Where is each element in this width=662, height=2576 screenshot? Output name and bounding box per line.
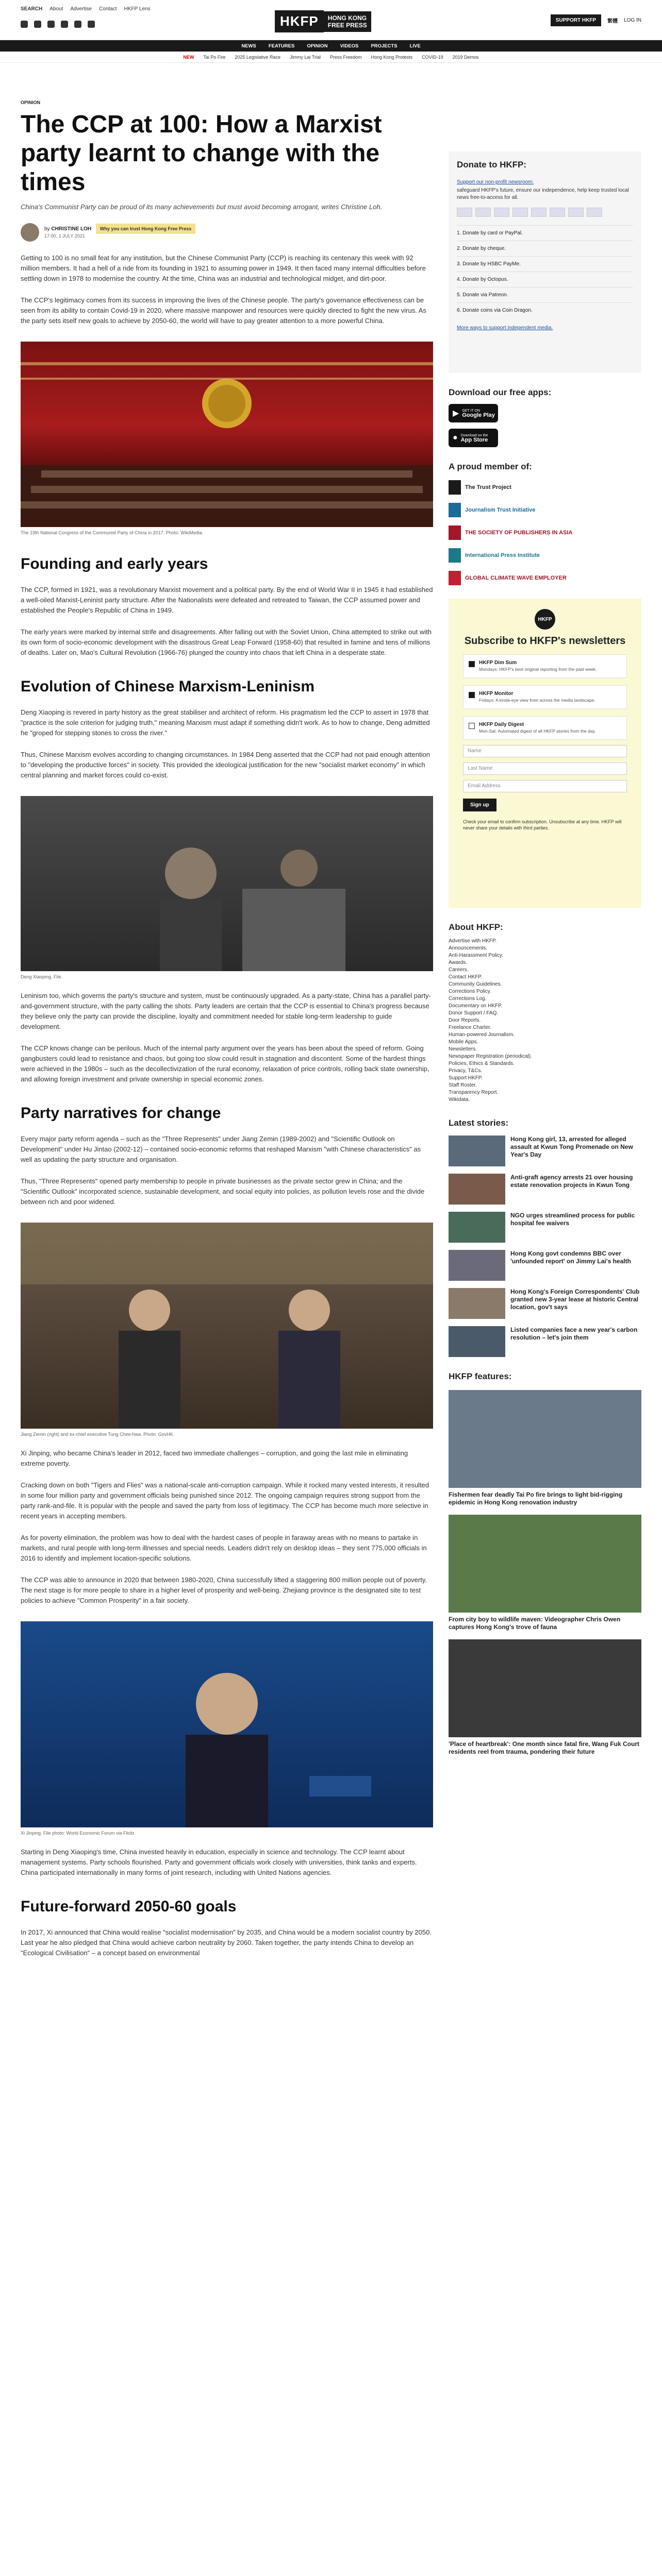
about-item[interactable]: Contact HKFP.: [449, 974, 483, 980]
latest-story[interactable]: Hong Kong's Foreign Correspondents' Club granted new 3-year lease at historic Central location, gov't says: [449, 1288, 641, 1319]
about-item[interactable]: Announcements.: [449, 945, 488, 951]
member-ipi[interactable]: International Press Institute: [449, 548, 641, 563]
about-item[interactable]: Human-powered Journalism.: [449, 1032, 515, 1038]
story-thumbnail: [449, 1174, 505, 1205]
apps-title: Download our free apps:: [449, 387, 552, 397]
hkfp-logo[interactable]: [275, 10, 371, 32]
latest-story[interactable]: Hong Kong govt condemns BBC over 'unfounded report' on Jimmy Lai's health: [449, 1250, 641, 1281]
more-support-link[interactable]: More ways to support independent media.: [457, 325, 553, 331]
paragraph: Cracking down on both "Tigers and Flies" was a national-scale anti-corruption campaign. While it rocked many vested interests, it resulted in some four million party and government officials being punished since 2012. The ongoing campaign requires strong support from the party rank-and-file. It is popular with the people and saved the party from loss of legitimacy. The CCP has become much more selective in recent years in accepting members.: [21, 1481, 429, 1520]
sopa-logo: [449, 526, 461, 540]
about-item[interactable]: Corrections Policy.: [449, 989, 491, 994]
section-heading: Evolution of Chinese Marxism-Leninism: [21, 678, 315, 695]
paragraph: The CCP was able to announce in 2020 that between 1980-2020, China successfully lifted a staggering 800 million people out of poverty. The next stage is for more people to share in a higher level of prosperity and well-being. Zhejiang province is the designated site to test policies to achieve "Common Prosperity" in a fair society.: [21, 1576, 427, 1604]
new-label: NEW: [183, 54, 194, 60]
xi-image: [21, 1621, 433, 1827]
payment-icons: [457, 208, 633, 217]
donate-box: [449, 151, 641, 373]
google-play-icon: ▶: [453, 409, 459, 418]
trust-button[interactable]: Why you can trust Hong Kong Free Press: [96, 224, 196, 234]
latest-story[interactable]: Hong Kong girl, 13, arrested for alleged assault at Kwun Tong Promenade on New Year's Day: [449, 1136, 641, 1166]
amex-icon: [494, 208, 509, 217]
feature-image: [449, 1390, 641, 1488]
congress-illustration: [21, 342, 433, 527]
about-item[interactable]: Staff Roster.: [449, 1082, 477, 1088]
section-heading: Founding and early years: [21, 555, 208, 572]
donate-option[interactable]: 6. Donate coins via Coin Dragon.: [457, 302, 633, 318]
feature-story[interactable]: 'Place of heartbreak': One month since fatal fire, Wang Fuk Court residents reel from trauma, pondering their future: [449, 1639, 641, 1756]
support-button[interactable]: SUPPORT HKFP: [551, 14, 601, 26]
author-line: by CHRISTINE LOH Why you can trust Hong Kong Free Press: [44, 226, 195, 232]
subnav-item[interactable]: Press Freedom: [329, 54, 362, 60]
paragraph: The CCP, formed in 1921, was a revolutionary Marxist movement and a political party. By the end of World War II in 1945 it had established a well-oiled Marxist-Leninist party structure. After the Nationalists were defeated and retreated to Taiwan, the CCP assumed power and established the People's Republic of China in 1949.: [21, 586, 433, 614]
paragraph: Every major party reform agenda – such as the "Three Represents" under Jiang Zemin (1989-2002) and "Scientific Outlook on Development" under Hu Jintao (2002-12) – contained socio-economic reforms that reshaped Marxism "with Chinese characteristics" as well as updating the party structure and organisation.: [21, 1135, 421, 1163]
feature-image: [449, 1639, 641, 1737]
about-item[interactable]: Wikidata.: [449, 1097, 470, 1103]
newsletter-title: Subscribe to HKFP's newsletters: [464, 635, 626, 647]
jiang-image: [21, 1223, 433, 1429]
about-item[interactable]: Freelance Charter.: [449, 1025, 491, 1030]
google-pay-icon: [587, 208, 602, 217]
member-title: A proud member of:: [449, 462, 532, 471]
article-subtitle: China's Communist Party can be proud of its many achievements but must avoid becoming arrogant, writes Christine Loh.: [21, 203, 383, 211]
figure-caption: Xi Jinping. File photo: World Economic Forum via Flickr.: [21, 1831, 136, 1836]
top-links: [21, 6, 150, 12]
google-play-button[interactable]: ▶ GET IT ON Google Play: [449, 404, 498, 422]
member-sopa[interactable]: THE SOCIETY OF PUBLISHERS IN ASIA: [449, 526, 641, 540]
about-item[interactable]: Corrections Log.: [449, 996, 487, 1002]
about-item[interactable]: Documentary on HKFP.: [449, 1003, 503, 1009]
about-link[interactable]: About: [49, 6, 63, 12]
newsletter-option[interactable]: HKFP Daily Digest Mon-Sat: Automated digest of all HKFP stories from the day.: [463, 716, 627, 740]
paragraph: Thus, Chinese Marxism evolves according to changing circumstances. In 1984 Deng asserted that the CCP had not paid enough attention to "developing the productive forces" in society. This provided the ideological justification for the new "socialist market economy" in which central planning and market forces could co-exist.: [21, 751, 430, 779]
about-item[interactable]: Newsletters.: [449, 1046, 477, 1052]
story-thumbnail: [449, 1326, 505, 1357]
section-heading: Future-forward 2050-60 goals: [21, 1898, 237, 1915]
donate-title: Donate to HKFP:: [457, 160, 527, 170]
donate-option[interactable]: 5. Donate via Patreon.: [457, 287, 633, 302]
paragraph: The CCP knows change can be perilous. Much of the internal party argument over the years has been about the speed of reform. Going gangbusters could lead to resistance and chaos, but going too slow could result in stagnation and discontent. Some of the hardest things were achieved in the 1980s – such as the decollectivization of the rural economy, relaxation of price controls, rolling back state ownership, and allowing foreign investment and private ownership in special economic zones.: [21, 1044, 429, 1083]
search-link[interactable]: SEARCH: [21, 6, 43, 12]
about-item[interactable]: Mobile Apps.: [449, 1039, 478, 1045]
rss-icon[interactable]: [88, 21, 95, 28]
name-field[interactable]: Name: [463, 745, 627, 757]
figure-congress: [21, 342, 433, 535]
sidebar: [449, 63, 641, 1756]
last-name-field[interactable]: Last Name: [463, 762, 627, 775]
x-icon[interactable]: [34, 21, 41, 28]
paragraph: Thus, "Three Represents" opened party membership to people in private businesses as the private sector grew in China; and the "Scientific Outlook" incorporated science, sustainable development, and social equity into policies, as pollution levels rose and the divide between rich and poor widened.: [21, 1177, 425, 1206]
apple-pay-icon: [568, 208, 584, 217]
email-field[interactable]: Email Address: [463, 780, 627, 792]
xi-illustration: [21, 1621, 433, 1827]
paragraph: Deng Xiaoping is revered in party history as the great stabiliser and architect of reform. His pragmatism led the CCP to assert in 1978 that "practice is the sole criterion for judging truth," meaning Marxism must adapt if something didn't work. As to how to change, Deng admitted he "groped for stepping stones to cross the river.": [21, 708, 430, 737]
trust-project-logo: [449, 480, 461, 495]
figure-jiang: [21, 1223, 433, 1437]
octopus-icon: [550, 208, 565, 217]
mastercard-icon: [457, 208, 472, 217]
subnav-item[interactable]: Jimmy Lai Trial: [289, 54, 321, 60]
latest-story[interactable]: Listed companies face a new year's carbon resolution – let's join them: [449, 1326, 641, 1357]
member-trust-project[interactable]: The Trust Project: [449, 480, 641, 495]
checkbox[interactable]: [469, 692, 475, 698]
about-item[interactable]: Support HKFP.: [449, 1075, 483, 1081]
about-item[interactable]: Advertise with HKFP.: [449, 938, 497, 944]
signup-button[interactable]: Sign up: [463, 799, 496, 811]
about-title: About HKFP:: [449, 922, 503, 932]
story-thumbnail: [449, 1250, 505, 1281]
congress-image: [21, 342, 433, 527]
paragraph: In 2017, Xi announced that China would realise "socialist modernisation" by 2035, and China would be a modern socialist country by 2050. Last year he also pledged that China would achieve carbon neutrality by 2060. Taken together, the party intends China to develop an "Ecological Civilisation" – a concept based on environmental: [21, 1928, 432, 1957]
climate-logo: [449, 571, 461, 585]
paypal-icon: [512, 208, 528, 217]
newsletter-note: Check your email to confirm subscription. Unsubscribe at any time. HKFP will never share your details with third parties.: [463, 819, 622, 831]
newsletter-option[interactable]: HKFP Monitor Fridays: A kinda-eye view from across the media landscape.: [463, 685, 627, 709]
subnav-item[interactable]: Hong Kong Protests: [371, 54, 413, 60]
about-item[interactable]: Anti-Harassment Policy.: [449, 953, 503, 958]
checkbox[interactable]: [469, 661, 475, 667]
article: [21, 63, 433, 1958]
deng-illustration: [21, 796, 433, 971]
logo-mark: HKFP: [275, 10, 324, 32]
facebook-icon[interactable]: [21, 21, 28, 28]
newsletter-box: [449, 599, 641, 908]
subnav-item[interactable]: COVID-19: [422, 54, 443, 60]
donate-options: [457, 225, 633, 318]
top-right: [551, 14, 641, 26]
feature-story[interactable]: From city boy to wildlife maven: Videographer Chris Owen captures Hong Kong's trove of fauna: [449, 1515, 641, 1631]
features-title: HKFP features:: [449, 1371, 512, 1381]
feature-image: [449, 1515, 641, 1613]
paragraph: The CCP's legitimacy comes from its success in improving the lives of the Chinese people. The party's governance effectiveness can be seen from its ability to contain Covid-19 in 2020, where massive manpower and resources were quickly directed to fight the new virus. As the party sets itself new goals to achieve by 2050-60, the world will have to pay greater attention to a more powerful China.: [21, 296, 426, 325]
about-item[interactable]: Community Guidelines.: [449, 981, 502, 987]
figure-deng: [21, 796, 433, 979]
social-icons: [21, 21, 95, 28]
about-list: [449, 938, 641, 1104]
donate-link[interactable]: Support our non-profit newsroom:: [457, 179, 534, 185]
member-jti[interactable]: Journalism Trust Initiative: [449, 503, 641, 517]
member-climate[interactable]: GLOBAL CLIMATE WAVE EMPLOYER: [449, 571, 641, 585]
contact-link[interactable]: Contact: [99, 6, 117, 12]
figure-caption: Jiang Zemin (right) and ex-chief executive Tung Chee-hwa. Photo: GovHK.: [21, 1432, 175, 1437]
newsletter-option[interactable]: HKFP Dim Sum Mondays: HKFP's best original reporting from the past week.: [463, 654, 627, 678]
newsletter-logo: HKFP: [535, 609, 555, 630]
feature-story[interactable]: Fishermen fear deadly Tai Po fire brings to light bid-rigging epidemic in Hong Kong renovation industry: [449, 1390, 641, 1506]
subnav-item[interactable]: Tai Po Fire: [203, 54, 226, 60]
about-item[interactable]: Donor Support / FAQ.: [449, 1010, 499, 1016]
section-heading: Party narratives for change: [21, 1105, 221, 1122]
apple-icon: ●: [453, 433, 458, 442]
donate-option[interactable]: 1. Donate by card or PayPal.: [457, 225, 633, 241]
about-item[interactable]: Policies, Ethics & Standards.: [449, 1061, 515, 1066]
language-toggle[interactable]: 繁體: [607, 19, 618, 24]
deng-image: [21, 796, 433, 971]
paragraph: As for poverty elimination, the problem was how to deal with the hardest cases of people in faraway areas with no means to partake in markets, and rural people with long-term illnesses and special needs. Leaders didn't rely on desktop ideas – they sent 775,000 officials in 2016 to identify and implement location-specific solutions.: [21, 1534, 427, 1562]
visa-icon: [475, 208, 491, 217]
story-thumbnail: [449, 1288, 505, 1319]
donate-option[interactable]: 3. Donate by HSBC PayMe.: [457, 256, 633, 272]
nav-opinion[interactable]: OPINION: [307, 43, 328, 49]
paragraph: The early years were marked by internal strife and disagreements. After falling out with the Soviet Union, China attempted to strike out with its own form of socio-economic development with the disastrous Great Leap Forward (1958-60) that resulted in famine and tens of millions of deaths. Later on, Mao's Cultural Revolution (1966-76) plunged the country into chaos that left China in a desperate state.: [21, 628, 432, 656]
telegram-icon[interactable]: [74, 21, 81, 28]
sub-nav: [0, 52, 662, 63]
figure-caption: The 19th National Congress of the Communist Party of China in 2017. Photo: WikiMedia.: [21, 530, 204, 535]
payme-icon: [531, 208, 547, 217]
latest-story[interactable]: Anti-graft agency arrests 21 over housing estate renovation projects in Kwun Tong: [449, 1174, 641, 1205]
latest-title: Latest stories:: [449, 1118, 509, 1128]
about-item[interactable]: Transparency Report.: [449, 1090, 499, 1095]
youtube-icon[interactable]: [61, 21, 68, 28]
latest-story[interactable]: NGO urges streamlined process for public hospital fee waivers: [449, 1212, 641, 1243]
figure-xi: [21, 1621, 433, 1836]
about-item[interactable]: Privacy, T&Cs.: [449, 1068, 483, 1074]
top-bar: [0, 0, 662, 40]
figure-caption: Deng Xiaoping. File.: [21, 974, 63, 979]
ipi-logo: [449, 548, 461, 563]
publish-date: 17:00, 1 JULY 2021: [44, 233, 85, 239]
instagram-icon[interactable]: [47, 21, 55, 28]
nav-videos[interactable]: VIDEOS: [340, 43, 359, 49]
about-item[interactable]: Newspaper Registration (periodical).: [449, 1054, 532, 1059]
lens-link[interactable]: HKFP Lens: [124, 6, 151, 12]
jiang-illustration: [21, 1223, 433, 1429]
jti-logo: [449, 503, 461, 517]
logo-name: HONG KONG FREE PRESS: [324, 11, 371, 32]
avatar: [21, 223, 39, 242]
paragraph: Getting to 100 is no small feat for any institution, but the Chinese Communist Party (CCP) is reaching its centenary this week with 92 million members. It had a hell of a ride from its founding in 1921 to assuming power in 1949. It then faced many internal difficulties before settling down in 1978 to modernise the country. At the time, China was an industrial and technological midget, and dirt-poor.: [21, 254, 426, 282]
nav-news[interactable]: NEWS: [241, 43, 256, 49]
paragraph: Xi Jinping, who became China's leader in 2012, faced two immediate challenges – corruption, and going the last mile in eliminating extreme poverty.: [21, 1449, 408, 1467]
about-item[interactable]: Door Reports.: [449, 1018, 481, 1023]
paragraph: Starting in Deng Xiaoping's time, China invested heavily in education, especially in science and technology. The CCP learnt about management systems. Party schools flourished. Party and government officials work closely with universities, think tanks and experts. China participated internationally in many forms of joint research, including with United Nations agencies.: [21, 1848, 417, 1876]
nav-projects[interactable]: PROJECTS: [371, 43, 398, 49]
story-thumbnail: [449, 1212, 505, 1243]
login-link[interactable]: LOG IN: [624, 18, 641, 23]
nav-features[interactable]: FEATURES: [268, 43, 295, 49]
author-name[interactable]: CHRISTINE LOH: [51, 226, 92, 232]
subnav-item[interactable]: 2019 Demos: [452, 54, 479, 60]
app-store-button[interactable]: ● Download on the App Store: [449, 429, 498, 447]
story-thumbnail: [449, 1136, 505, 1166]
nav-live[interactable]: LIVE: [409, 43, 421, 49]
donate-desc: safeguard HKFP's future, ensure our independence, help keep trusted local news free-to-access for all.: [457, 188, 629, 200]
about-item[interactable]: Careers.: [449, 967, 469, 973]
advertise-link[interactable]: Advertise: [70, 6, 92, 12]
main-nav: [0, 40, 662, 52]
donate-option[interactable]: 4. Donate by Octopus.: [457, 272, 633, 287]
byline: [21, 223, 433, 242]
donate-option[interactable]: 2. Donate by cheque.: [457, 241, 633, 256]
checkbox[interactable]: [469, 723, 475, 729]
about-item[interactable]: Awards.: [449, 960, 467, 965]
article-title: The CCP at 100: How a Marxist party learnt to change with the times: [21, 111, 382, 196]
paragraph: Leninism too, which governs the party's structure and system, must be continuously upgraded. As a party-state, China has a parallel party-and-government structure, with the party calling the shots. Party leaders are certain that the CCP is essential to China's progress because they believe only the party can provide the discipline, loyalty and commitment needed for stable long-term leadership to guide development.: [21, 992, 431, 1030]
subnav-item[interactable]: 2025 Legislative Race: [235, 54, 280, 60]
section-tag[interactable]: OPINION: [21, 100, 41, 105]
